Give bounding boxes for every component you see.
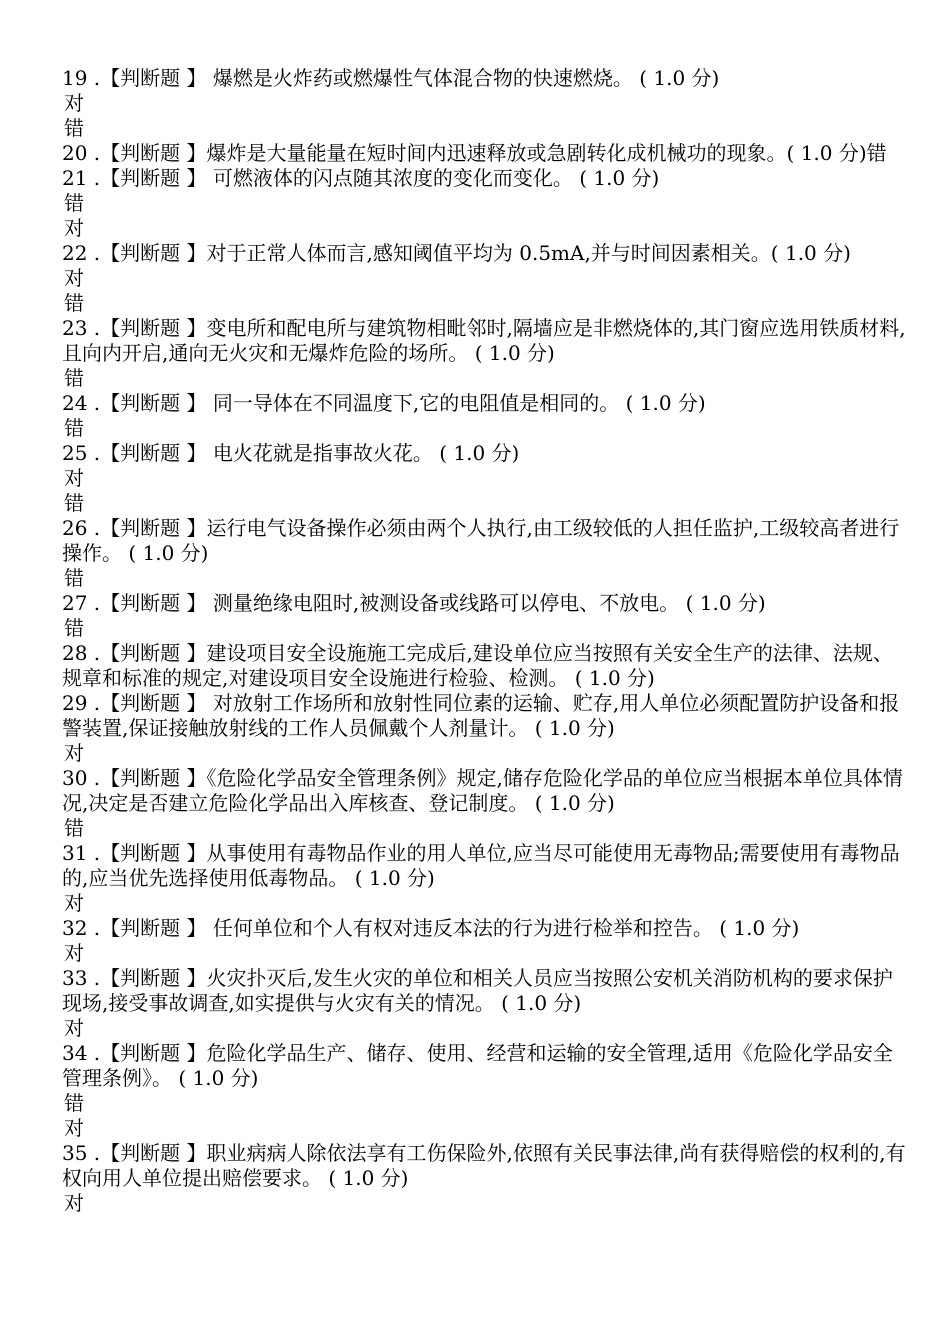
question-text: 26 .【判断题 】运行电气设备操作必须由两个人执行,由工级较低的人担任监护,工级较高者进行操作。 ( 1.0 分) bbox=[62, 516, 900, 565]
question-text: 19 .【判断题 】 爆燃是火炸药或燃爆性气体混合物的快速燃烧。 ( 1.0 分) bbox=[62, 66, 720, 90]
question-text: 32 .【判断题 】 任何单位和个人有权对违反本法的行为进行检举和控告。 ( 1.0 分) bbox=[62, 916, 800, 940]
answer-option: 对 bbox=[64, 1016, 84, 1040]
answer-option: 对 bbox=[64, 266, 84, 290]
question-text: 35 .【判断题 】职业病病人除依法享有工伤保险外,依照有关民事法律,尚有获得赔偿的权利的,有权向用人单位提出赔偿要求。 ( 1.0 分) bbox=[62, 1141, 906, 1190]
question-text: 33 .【判断题 】火灾扑灭后,发生火灾的单位和相关人员应当按照公安机关消防机构的要求保护现场,接受事故调查,如实提供与火灾有关的情况。 ( 1.0 分) bbox=[62, 966, 893, 1015]
question-text: 30 .【判断题 】《危险化学品安全管理条例》规定,储存危险化学品的单位应当根据本单位具体情况,决定是否建立危险化学品出入库核查、登记制度。 ( 1.0 分) bbox=[62, 766, 903, 815]
question-block bbox=[60, 766, 912, 841]
question-block bbox=[60, 916, 912, 966]
question-text: 29 .【判断题 】 对放射工作场所和放射性同位素的运输、贮存,用人单位必须配置防护设备和报警装置,保证接触放射线的工作人员佩戴个人剂量计。 ( 1.0 分) bbox=[62, 691, 900, 740]
answer-option: 对 bbox=[64, 941, 84, 965]
answer-option: 对 bbox=[64, 1116, 84, 1140]
question-text: 23 .【判断题 】变电所和配电所与建筑物相毗邻时,隔墙应是非燃烧体的,其门窗应选用铁质材料,且向内开启,通向无火灾和无爆炸危险的场所。 ( 1.0 分) bbox=[62, 316, 906, 365]
answer-option: 对 bbox=[64, 741, 84, 765]
question-block bbox=[60, 441, 912, 516]
answer-option: 对 bbox=[64, 91, 84, 115]
question-text: 27 .【判断题 】 测量绝缘电阻时,被测设备或线路可以停电、不放电。 ( 1.0 分) bbox=[62, 591, 766, 615]
question-text: 31 .【判断题 】从事使用有毒物品作业的用人单位,应当尽可能使用无毒物品;需要使用有毒物品的,应当优先选择使用低毒物品。 ( 1.0 分) bbox=[62, 841, 900, 890]
question-block bbox=[60, 1141, 912, 1216]
question-block bbox=[60, 841, 912, 916]
question-block bbox=[60, 141, 912, 166]
question-block bbox=[60, 641, 912, 691]
question-block bbox=[60, 516, 912, 591]
answer-option: 错 bbox=[64, 366, 84, 390]
answer-option: 错 bbox=[64, 566, 84, 590]
question-text: 28 .【判断题 】建设项目安全设施施工完成后,建设单位应当按照有关安全生产的法律、法规、规章和标准的规定,对建设项目安全设施进行检验、检测。 ( 1.0 分) bbox=[62, 641, 893, 690]
answer-option: 错 bbox=[64, 291, 84, 315]
question-text: 20 .【判断题 】爆炸是大量能量在短时间内迅速释放或急剧转化成机械功的现象。( 1.0 分)错 bbox=[62, 141, 887, 165]
question-block bbox=[60, 316, 912, 391]
question-block bbox=[60, 391, 912, 441]
question-block bbox=[60, 166, 912, 241]
question-block bbox=[60, 966, 912, 1041]
question-text: 24 .【判断题 】 同一导体在不同温度下,它的电阻值是相同的。 ( 1.0 分) bbox=[62, 391, 706, 415]
question-text: 25 .【判断题 】 电火花就是指事故火花。 ( 1.0 分) bbox=[62, 441, 520, 465]
question-text: 34 .【判断题 】危险化学品生产、储存、使用、经营和运输的安全管理,适用《危险化学品安全管理条例》。 ( 1.0 分) bbox=[62, 1041, 893, 1090]
answer-option: 对 bbox=[64, 891, 84, 915]
answer-option: 错 bbox=[64, 616, 84, 640]
answer-option: 错 bbox=[64, 116, 84, 140]
question-block bbox=[60, 691, 912, 766]
question-block bbox=[60, 241, 912, 316]
answer-option: 对 bbox=[64, 1191, 84, 1215]
answer-option: 对 bbox=[64, 466, 84, 490]
answer-option: 错 bbox=[64, 416, 84, 440]
answer-option: 错 bbox=[64, 491, 84, 515]
question-text: 21 .【判断题 】 可燃液体的闪点随其浓度的变化而变化。 ( 1.0 分) bbox=[62, 166, 660, 190]
answer-option: 错 bbox=[64, 816, 84, 840]
document-body bbox=[60, 66, 912, 1216]
answer-option: 对 bbox=[64, 216, 84, 240]
question-text: 22 .【判断题 】对于正常人体而言,感知阈值平均为 0.5mA,并与时间因素相关。( 1.0 分) bbox=[62, 241, 851, 265]
question-block bbox=[60, 591, 912, 641]
question-block bbox=[60, 1041, 912, 1141]
answer-option: 错 bbox=[64, 191, 84, 215]
answer-option: 错 bbox=[64, 1091, 84, 1115]
question-block bbox=[60, 66, 912, 141]
